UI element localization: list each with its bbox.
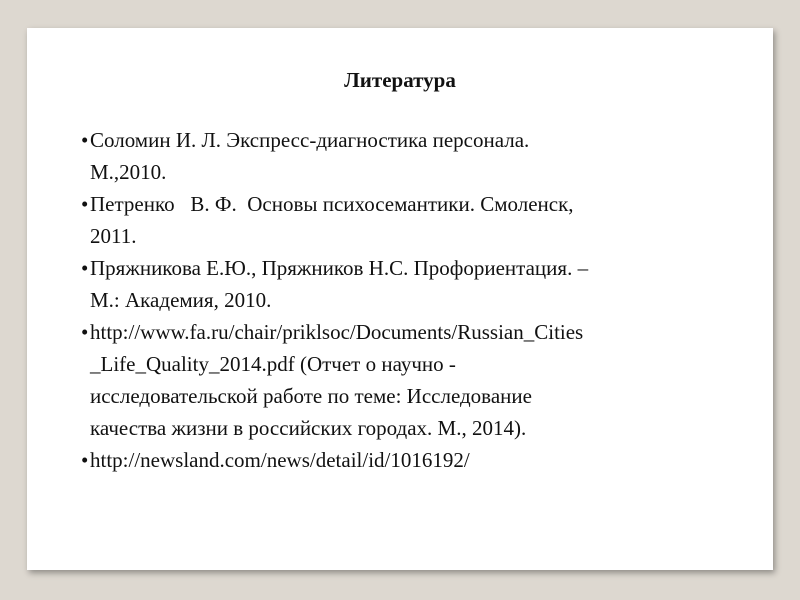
bullet-icon: • [81,128,89,152]
list-item [82,444,752,476]
slide [27,28,773,570]
bullet-icon: • [81,256,89,280]
list-item [82,252,752,316]
reference-line: Пряжникова Е.Ю., Пряжников Н.С. Профориентация. – [90,256,589,280]
reference-line: М.: Академия, 2010. [90,288,272,312]
reference-line: исследовательской работе по теме: Исследование [90,384,532,408]
reference-list [82,124,752,476]
reference-link[interactable]: http://newsland.com/news/detail/id/1016192/ [90,448,470,472]
reference-line: Соломин И. Л. Экспресс-диагностика персонала. [90,128,530,152]
reference-link[interactable]: http://www.fa.ru/chair/priklsoc/Documents/Russian_Cities [90,320,584,344]
bullet-icon: • [81,448,89,472]
reference-line: качества жизни в российских городах. М., 2014). [90,416,527,440]
list-item [82,188,752,252]
list-item [82,316,752,444]
page-title: Литература [344,68,456,92]
reference-line: 2011. [90,224,137,248]
bullet-icon: • [81,192,89,216]
reference-line: Петренко В. Ф. Основы психосемантики. Смоленск, [90,192,574,216]
list-item [82,124,752,188]
reference-line: _Life_Quality_2014.pdf (Отчет о научно - [90,352,456,376]
bullet-icon: • [81,320,89,344]
reference-line: М.,2010. [90,160,167,184]
